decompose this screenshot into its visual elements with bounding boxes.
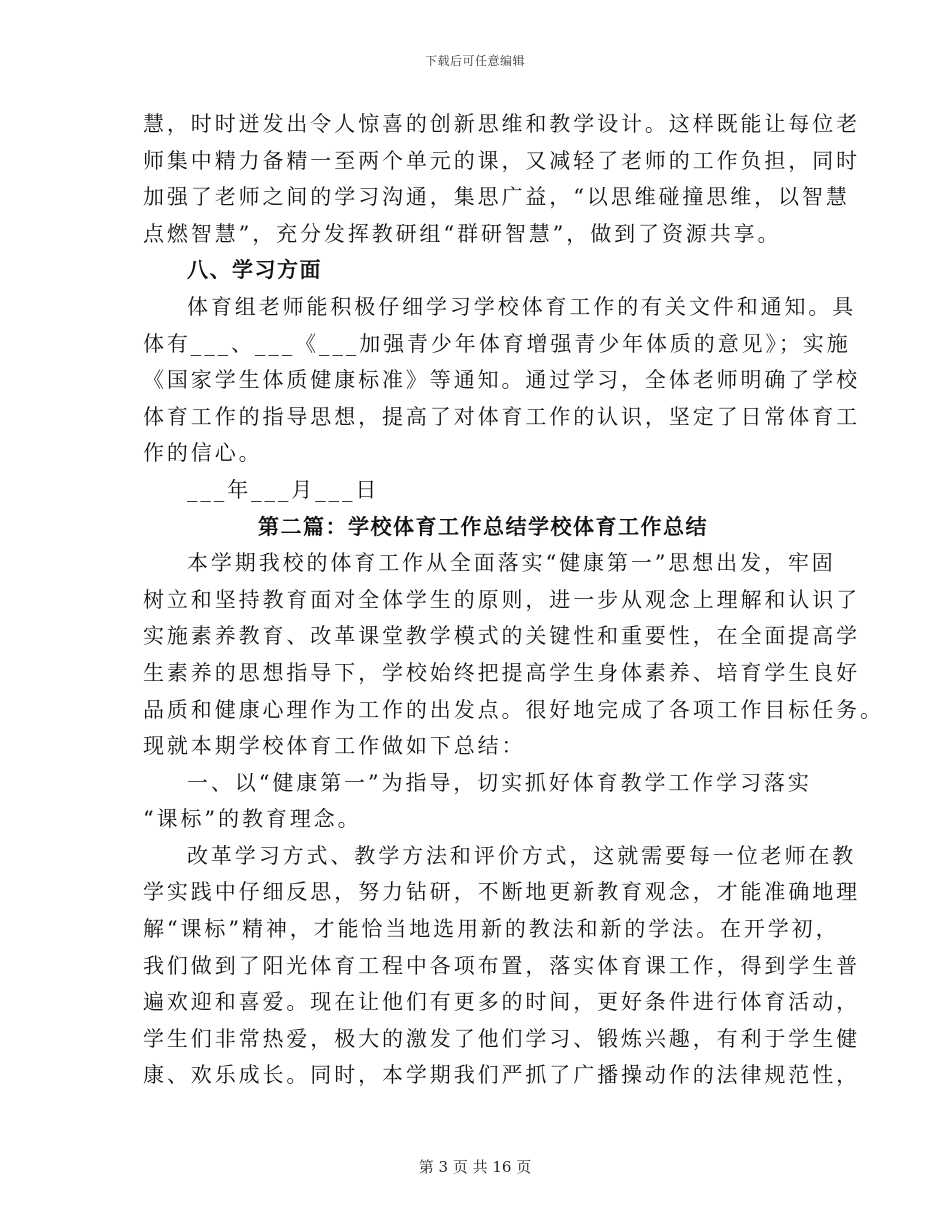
body-line: 树立和坚持教育面对全体学生的原则，进一步从观念上理解和认识了 bbox=[143, 587, 860, 612]
section-heading: 八、学习方面 bbox=[187, 257, 322, 283]
body-line: 品质和健康心理作为工作的出发点。很好地完成了各项工作目标任务。 bbox=[143, 697, 884, 722]
body-line: 解“课标”精神，才能恰当地选用新的教法和新的学法。在开学初， bbox=[143, 917, 840, 942]
body-line: 本学期我校的体育工作从全面落实“健康第一”思想出发，牢固 bbox=[187, 551, 836, 576]
body-line: 《国家学生体质健康标准》等通知。通过学习，全体老师明确了学校 bbox=[143, 368, 860, 393]
body-line: 学实践中仔细反思，努力钻研，不断地更新教育观念，才能准确地理 bbox=[143, 880, 860, 905]
body-line: 改革学习方式、教学方法和评价方式，这就需要每一位老师在教 bbox=[187, 843, 857, 868]
section-heading: 一、以“健康第一”为指导，切实抓好体育教学工作学习落实 bbox=[187, 770, 812, 795]
body-line: 作的信心。 bbox=[143, 441, 263, 466]
body-line: 体育组老师能积极仔细学习学校体育工作的有关文件和通知。具 bbox=[187, 294, 857, 319]
body-line: 点燃智慧”，充分发挥教研组“群研智慧”，做到了资源共享。 bbox=[143, 221, 782, 246]
body-line: “课标”的教育理念。 bbox=[143, 807, 362, 832]
body-line: 康、欢乐成长。同时，本学期我们严抓了广播操动作的法律规范性， bbox=[143, 1063, 860, 1088]
body-line: 加强了老师之间的学习沟通，集思广益，“以思维碰撞思维，以智慧 bbox=[143, 185, 850, 210]
body-line: 慧，时时迸发出令人惊喜的创新思维和教学设计。这样既能让每位老 bbox=[143, 112, 860, 136]
body-line: 师集中精力备精一至两个单元的课，又减轻了老师的工作负担，同时 bbox=[143, 148, 860, 173]
body-line: 体有___、___《___加强青少年体育增强青少年体质的意见》；实施 bbox=[143, 331, 851, 356]
document-body bbox=[143, 106, 884, 1094]
page-header-note: 下载后可任意编辑 bbox=[424, 54, 525, 68]
body-line: 我们做到了阳光体育工程中各项布置，落实体育课工作，得到学生普 bbox=[143, 953, 860, 978]
body-line: 学生们非常热爱，极大的激发了他们学习、锻炼兴趣，有利于学生健 bbox=[143, 1026, 860, 1051]
body-line: 生素养的思想指导下，学校始终把提高学生身体素养、培育学生良好 bbox=[143, 660, 860, 685]
page-number: 第 3 页 共 16 页 bbox=[418, 1158, 532, 1176]
date-line: ___年___月___日 bbox=[187, 477, 380, 502]
body-line: 体育工作的指导思想，提高了对体育工作的认识，坚定了日常体育工 bbox=[143, 404, 860, 429]
body-line: 实施素养教育、改革课堂教学模式的关键性和重要性，在全面提高学 bbox=[143, 624, 860, 649]
body-line: 遍欢迎和喜爱。现在让他们有更多的时间，更好条件进行体育活动， bbox=[143, 990, 860, 1015]
chapter-title: 第二篇：学校体育工作总结学校体育工作总结 bbox=[258, 513, 708, 539]
body-line: 现就本期学校体育工作做如下总结： bbox=[143, 734, 526, 759]
